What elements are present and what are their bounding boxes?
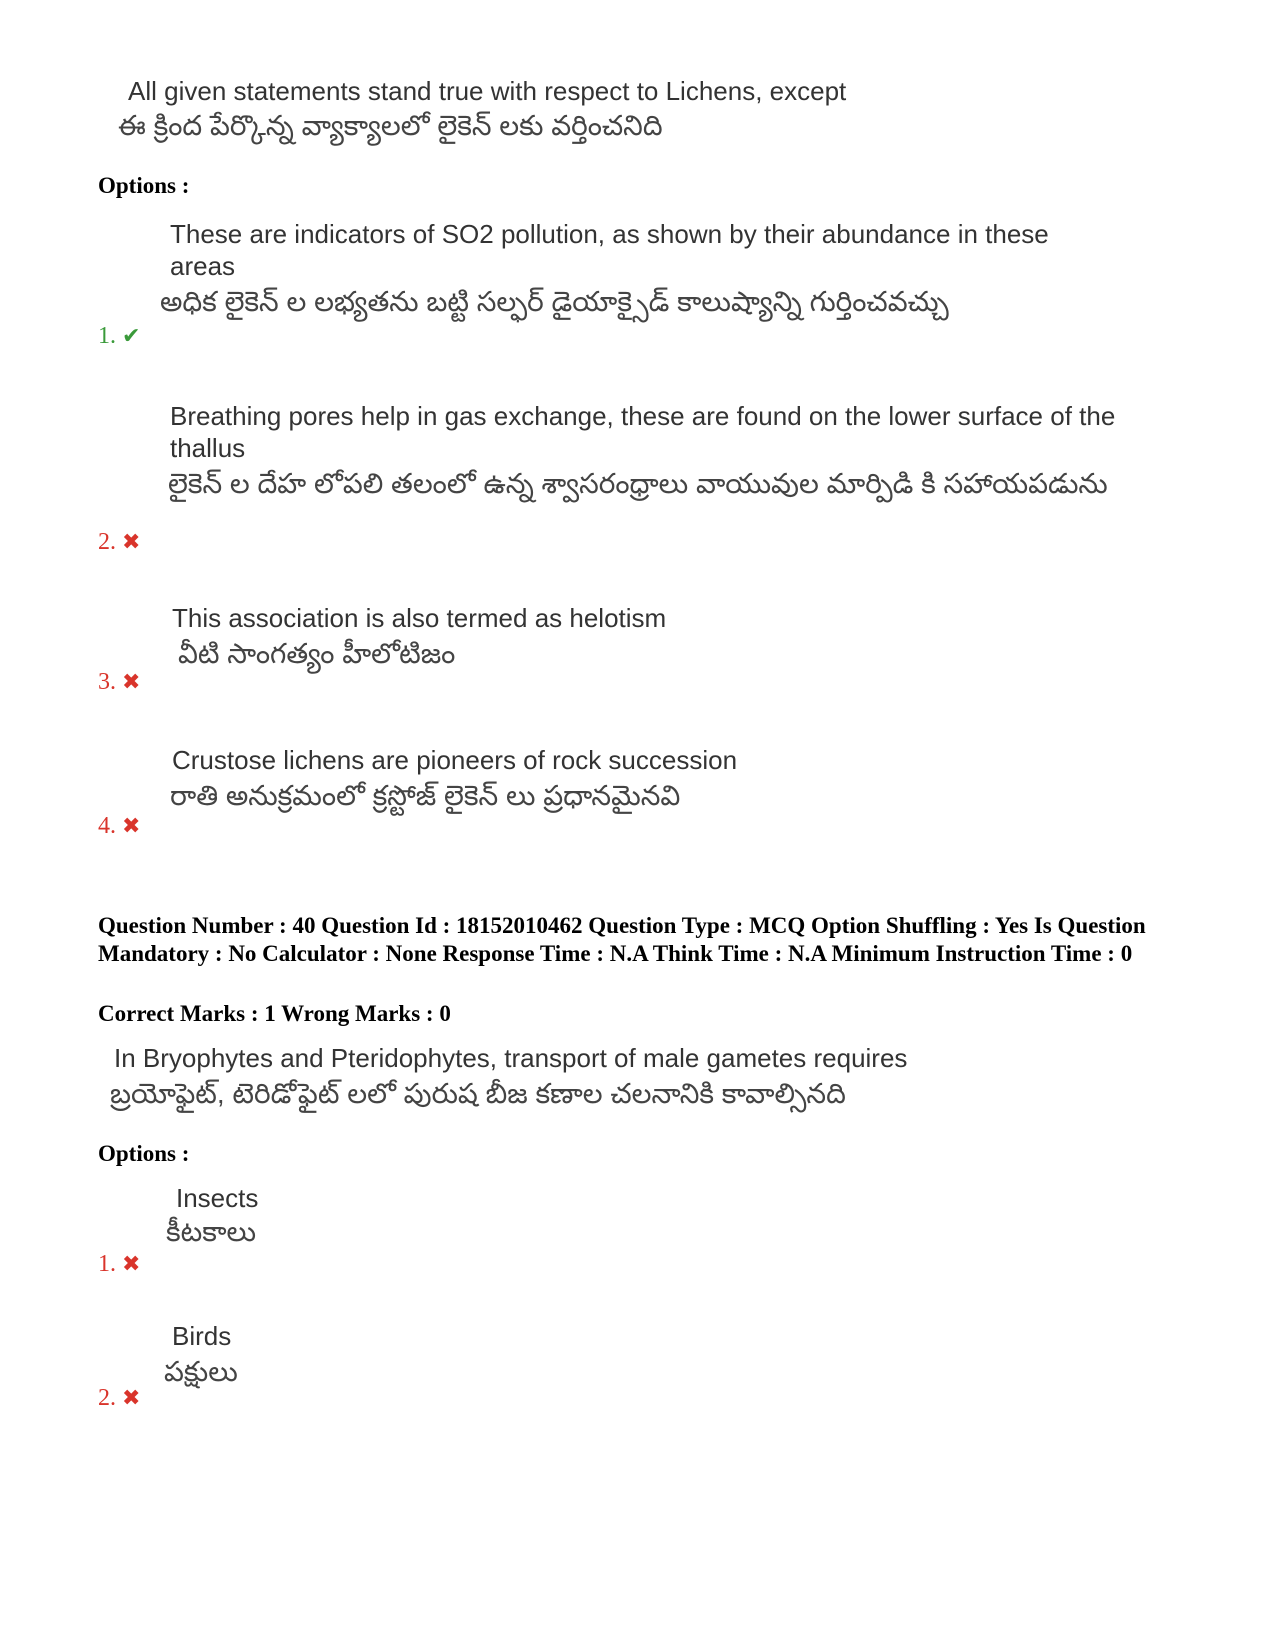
- option-3-number: [98, 668, 140, 696]
- option-1-number-text: 1.: [98, 323, 116, 349]
- options-label: Options :: [98, 173, 190, 198]
- option-2-text-english: Breathing pores help in gas exchange, these are found on the lower surface of the thallus: [170, 401, 1116, 463]
- q2-option-1-text-telugu: కీటకాలు: [166, 1216, 257, 1247]
- q2-option-1-number-text: 1.: [98, 1251, 116, 1277]
- question-stem-english: All given statements stand true with respect to Lichens, except: [128, 76, 847, 106]
- option-3-number-text: 3.: [98, 669, 116, 695]
- question-marks: Correct Marks : 1 Wrong Marks : 0: [98, 1001, 451, 1026]
- option-2-number-text: 2.: [98, 529, 116, 555]
- q2-option-2-text-english: Birds: [172, 1321, 232, 1351]
- question-stem-telugu: ఈ క్రింద పేర్కొన్న వ్యాక్యాలలో లైకెన్ లకు వర్తించనిది: [118, 110, 663, 141]
- question-2-stem-telugu: బ్రయోఫైట్, టెరిడోఫైట్ లలో పురుష బీజ కణాల చలనానికి కావాల్సినది: [110, 1078, 846, 1109]
- check-icon: ✔: [122, 323, 141, 348]
- option-4-text-telugu: రాతి అనుక్రమంలో క్రస్టోజ్ లైకెన్ లు ప్రధానమైనవి: [170, 780, 681, 811]
- options-label-2: Options :: [98, 1141, 190, 1166]
- q2-option-1-number: [98, 1250, 140, 1278]
- cross-icon: ✖: [122, 1385, 141, 1410]
- cross-icon: ✖: [122, 813, 141, 838]
- option-4-number-text: 4.: [98, 813, 116, 839]
- option-4-text-english: Crustose lichens are pioneers of rock succession: [172, 745, 738, 775]
- option-1-number: [98, 322, 140, 350]
- q2-option-1-text-english: Insects: [176, 1183, 259, 1213]
- cross-icon: ✖: [122, 669, 141, 694]
- option-2-number: [98, 528, 140, 556]
- option-2-text-telugu: లైకెన్ ల దేహ లోపలి తలంలో ఉన్న శ్వాసరంధ్రాలు వాయువుల మార్పిడి కి సహాయపడును: [168, 468, 1108, 499]
- option-3-text-english: This association is also termed as helotism: [172, 603, 667, 633]
- question-meta: Question Number : 40 Question Id : 18152010462 Question Type : MCQ Option Shuffling : Yes Is Question Mandatory : No Calculator : None Response Time : N.A Think Time : N.A Minimum Instruction Time : 0: [98, 913, 1146, 966]
- q2-option-2-text-telugu: పక్షులు: [164, 1356, 238, 1387]
- question-2-stem-english: In Bryophytes and Pteridophytes, transport of male gametes requires: [114, 1043, 908, 1073]
- q2-option-2-number: [98, 1384, 140, 1412]
- option-4-number: [98, 812, 140, 840]
- cross-icon: ✖: [122, 529, 141, 554]
- option-1-text-telugu: అధిక లైకెన్ ల లభ్యతను బట్టి సల్ఫర్ డైయాక్సైడ్ కాలుష్యాన్ని గుర్తించవచ్చు: [160, 286, 949, 317]
- q2-option-2-number-text: 2.: [98, 1385, 116, 1411]
- option-3-text-telugu: వీటి సాంగత్యం హీలోటిజం: [178, 638, 456, 669]
- cross-icon: ✖: [122, 1251, 141, 1276]
- option-1-text-english: These are indicators of SO2 pollution, as shown by their abundance in these areas: [170, 219, 1049, 281]
